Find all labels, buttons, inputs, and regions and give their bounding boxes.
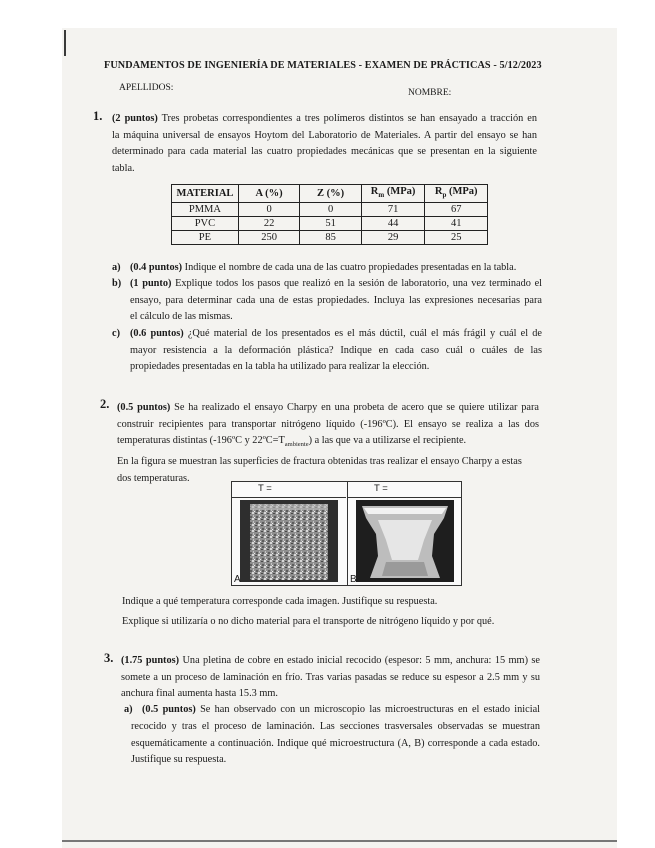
q3-line-2: somete a un proceso de laminación en frío. Tras varias pasadas se reduce su espesor a 2.5 mm y su <box>121 671 540 683</box>
q3-a-points: (0.5 puntos) <box>142 704 196 715</box>
sheet-edge-mark <box>64 30 66 56</box>
q3-a-continuation <box>131 719 540 769</box>
table-row <box>172 217 488 231</box>
q2-line-3-sub: ambiente <box>284 441 309 449</box>
q1-statement <box>112 111 537 178</box>
q2-line-5: dos temperaturas. <box>117 472 190 484</box>
table-row <box>172 231 488 245</box>
q3-number: 3. <box>104 651 114 665</box>
properties-table <box>171 184 488 245</box>
nombre-label: NOMBRE: <box>408 88 452 98</box>
table-cell: PVC <box>172 217 239 231</box>
q2-line-1: Se ha realizado el ensayo Charpy en una probeta de acero que se quiere utilizar para <box>174 402 539 413</box>
table-cell: 85 <box>300 231 361 245</box>
col-rm: $R_m$ (MPa) <box>361 185 425 203</box>
panel-a-tag: A <box>234 574 241 585</box>
q1-b-line-3: el cálculo de las mismas. <box>130 311 233 323</box>
table-cell: 71 <box>361 203 425 217</box>
table-cell: PMMA <box>172 203 239 217</box>
col-z: Z (%) <box>300 185 361 203</box>
table-cell: 25 <box>425 231 488 245</box>
q1-b-points: (1 punto) <box>130 278 172 289</box>
q1-c-letter: c) <box>112 328 120 339</box>
charpy-fracture-figure <box>231 481 462 586</box>
q1-a-points: (0.4 puntos) <box>130 262 183 273</box>
table-cell: 67 <box>425 203 488 217</box>
q1-c-line-1: ¿Qué material de los presentados es el más dúctil, cuál el más frágil y cuál el de <box>187 328 542 339</box>
q1-a-line-1: Indique el nombre de cada una de las cuatro propiedades presentadas en la tabla. <box>184 262 517 273</box>
q1-item-a <box>112 260 542 277</box>
q2-line-4: En la figura se muestran las superficies de fractura obtenidas tras realizar el ensayo Charpy a estas <box>117 456 522 468</box>
q2-line-3-post: ) a las que va a utilizarse el recipiente. <box>308 435 467 447</box>
table-cell: 0 <box>238 203 299 217</box>
q1-line-2: la máquina universal de ensayos Hoytom del Laboratorio de Materiales. A partir del ensayo se han <box>112 129 537 141</box>
table-cell: PE <box>172 231 239 245</box>
q3-a-line-3: esquemáticamente a continuación. Indique qué microestructura (A, B) corresponde a cada estado. <box>131 737 540 749</box>
q1-points: (2 puntos) <box>112 113 158 124</box>
q2-after-line-1: Indique a qué temperatura corresponde cada imagen. Justifique su respuesta. <box>122 596 438 607</box>
q1-b-line-2: ensayo, para determinar cada una de estas propiedades. Incluya las expresiones necesarias para <box>130 294 542 306</box>
table-cell: 44 <box>361 217 425 231</box>
q3-points: (1.75 puntos) <box>121 655 180 666</box>
q1-item-c <box>112 326 542 378</box>
panel-b-header: T = <box>348 482 462 498</box>
q1-line-1: Tres probetas correspondientes a tres polímeros distintos se han ensayado a tracción en <box>161 113 537 124</box>
panel-a-header: T = <box>232 482 346 498</box>
col-rp: $R_p$ (MPa) <box>425 185 488 203</box>
q1-c-points: (0.6 puntos) <box>130 328 184 339</box>
table-cell: 51 <box>300 217 361 231</box>
table-row <box>172 203 488 217</box>
q1-a-letter: a) <box>112 262 121 273</box>
table-cell: 29 <box>361 231 425 245</box>
table-header-row <box>172 185 488 203</box>
q3-line-3: anchura final aumenta hasta 15.3 mm. <box>121 688 278 700</box>
q3-a-line-4: Justifique su respuesta. <box>131 754 227 766</box>
table-cell: 22 <box>238 217 299 231</box>
q3-line-1: Una pletina de cobre en estado inicial recocido (espesor: 5 mm, anchura: 15 mm) se <box>182 655 540 666</box>
q1-b-letter: b) <box>112 278 122 289</box>
q1-c-line-3: propiedades presentadas en la tabla ha utilizado para realizar la elección. <box>130 361 430 373</box>
q1-line-4: tabla. <box>112 163 135 175</box>
table-cell: 41 <box>425 217 488 231</box>
q2-number: 2. <box>100 397 110 411</box>
q1-item-b <box>112 276 542 328</box>
q2-line-3-pre: temperaturas distintas (-196ºC y 22ºC=T <box>117 435 285 447</box>
q3-statement <box>121 653 540 703</box>
q1-number: 1. <box>93 109 103 123</box>
q2-points: (0.5 puntos) <box>117 402 171 413</box>
q2-line-2: construir recipientes para transportar nitrógeno líquido (-196ºC). El ensayo se realiza a las dos <box>117 418 539 430</box>
col-material: MATERIAL <box>172 185 239 203</box>
q1-line-3: determinado para cada material las cuatro propiedades mecánicas que se presentan en la siguiente <box>112 146 537 158</box>
brittle-fracture-image <box>240 500 338 582</box>
table-cell: 0 <box>300 203 361 217</box>
fracture-panel-a <box>232 482 346 585</box>
fracture-panel-b <box>347 482 462 585</box>
ductile-fracture-image <box>356 500 454 582</box>
apellidos-label: APELLIDOS: <box>119 83 174 93</box>
q3-a-line-2: recocido y tras el proceso de laminación. Las secciones trasversales observadas se muestran <box>131 721 540 732</box>
q2-after-line-2: Explique si utilizaría o no dicho material para el transporte de nitrógeno líquido y por qué. <box>122 616 495 627</box>
q3-a-letter: a) <box>124 704 133 715</box>
exam-title: FUNDAMENTOS DE INGENIERÍA DE MATERIALES - EXAMEN DE PRÁCTICAS - 5/12/2023 <box>104 60 542 71</box>
q1-c-line-2: mayor resistencia a la deformación plástica? Indique en cada caso cuál o cuáles de las <box>130 344 542 356</box>
q2-questions <box>122 592 542 632</box>
sheet-bottom-edge <box>62 840 617 842</box>
q2-statement <box>117 400 539 488</box>
col-a: A (%) <box>238 185 299 203</box>
q3-a-line-1: Se han observado con un microscopio las microestructuras en el estado inicial <box>200 704 541 715</box>
panel-b-tag: B <box>350 574 357 585</box>
table-cell: 250 <box>238 231 299 245</box>
q1-b-line-1: Explique todos los pasos que realizó en la sesión de laboratorio, una vez terminado el <box>175 278 543 289</box>
